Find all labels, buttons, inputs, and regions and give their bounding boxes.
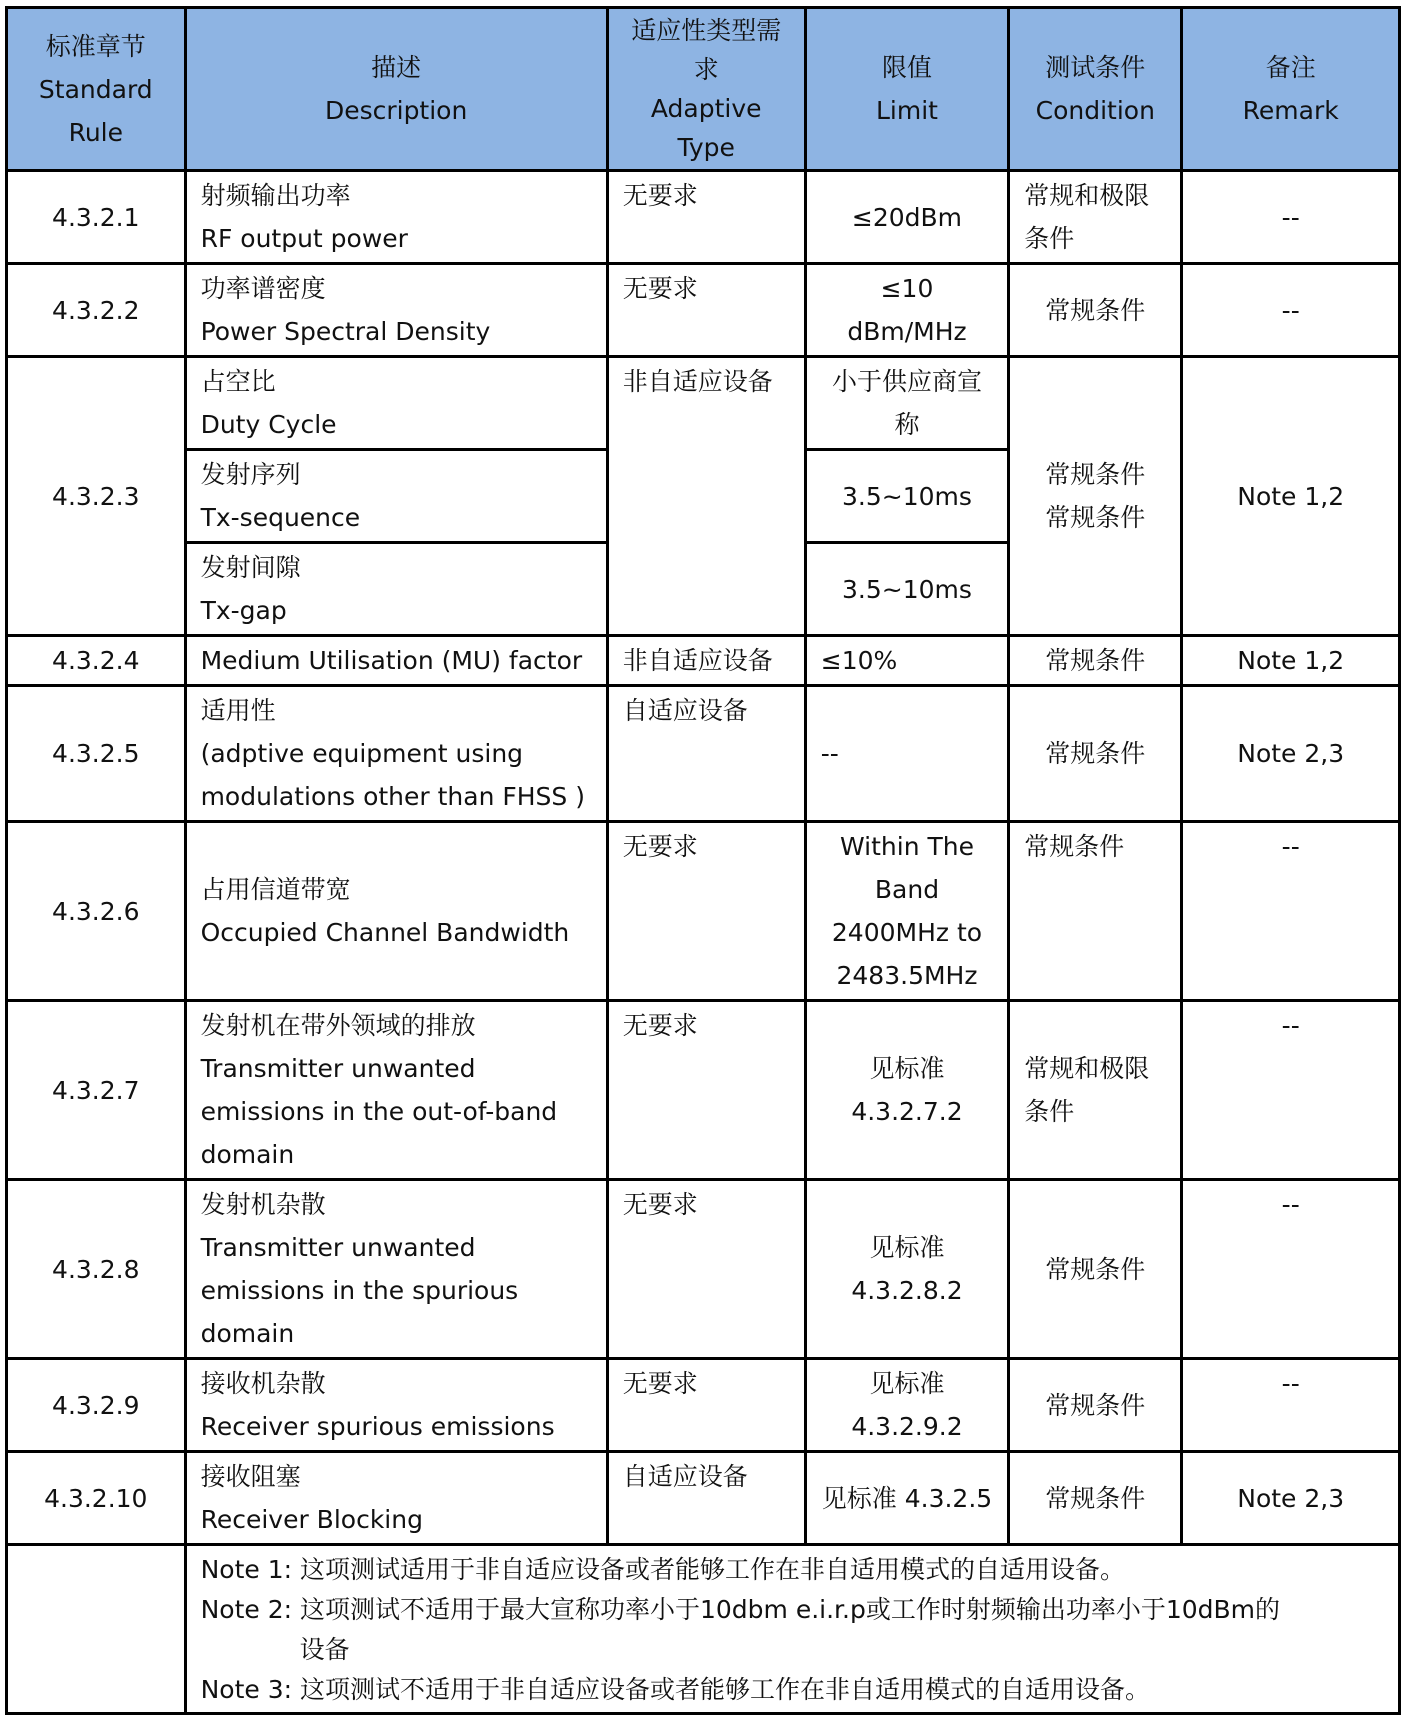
header-standard-rule: 标准章节 Standard Rule [7,8,186,171]
rule-cell: 4.3.2.2 [7,264,186,357]
remark-cell: Note 2,3 [1182,686,1400,822]
adaptive-cell: 无要求 [607,171,805,264]
note-2: Note 2: 这项测试不适用于最大宣称功率小于10dbm e.i.r.p或工作时射频输出功率小于10dBm的 [200,1595,1281,1624]
condition-cell: 常规和极限 条件 [1009,171,1182,264]
limit-cell: 见标准 4.3.2.9.2 [805,1359,1008,1452]
description-cell: 发射机杂散 Transmitter unwanted emissions in the spurious domain [185,1180,607,1359]
notes-row [7,1545,1400,1714]
limit-cell: -- [805,686,1008,822]
limit-cell: 小于供应商宣 称 [805,357,1008,450]
header-condition: 测试条件 Condition [1009,8,1182,171]
condition-cell: 常规条件 [1009,1180,1182,1359]
adaptive-cell: 无要求 [607,1001,805,1180]
note-1: Note 1: 这项测试适用于非自适应设备或者能够工作在非自适用模式的自适用设备。 [200,1555,1125,1584]
description-cell: 占用信道带宽 Occupied Channel Bandwidth [185,822,607,1001]
description-cell: 发射序列 Tx-sequence [185,450,607,543]
limit-cell: ≤20dBm [805,171,1008,264]
table-row [7,686,1400,822]
table-row [7,636,1400,686]
limit-cell: Within The Band 2400MHz to 2483.5MHz [805,822,1008,1001]
rule-cell: 4.3.2.6 [7,822,186,1001]
rule-cell: 4.3.2.3 [7,357,186,636]
condition-cell: 常规条件 [1009,636,1182,686]
remark-cell: -- [1182,171,1400,264]
remark-cell: -- [1182,1180,1400,1359]
condition-cell: 常规条件 [1009,822,1182,1001]
table-row [7,1452,1400,1545]
remark-cell: Note 1,2 [1182,636,1400,686]
description-cell: 发射间隙 Tx-gap [185,543,607,636]
note-2-continuation: 设备 [299,1635,350,1664]
table-row [7,1001,1400,1180]
condition-cell: 常规和极限 条件 [1009,1001,1182,1180]
remark-cell: -- [1182,1001,1400,1180]
condition-cell: 常规条件 [1009,686,1182,822]
condition-cell: 常规条件 [1009,1359,1182,1452]
limit-cell: 见标准 4.3.2.8.2 [805,1180,1008,1359]
adaptive-cell: 自适应设备 [607,1452,805,1545]
adaptive-cell: 无要求 [607,264,805,357]
limit-cell: 见标准 4.3.2.7.2 [805,1001,1008,1180]
description-cell: Medium Utilisation (MU) factor [185,636,607,686]
remark-cell: -- [1182,264,1400,357]
remark-cell: -- [1182,1359,1400,1452]
remark-cell: Note 2,3 [1182,1452,1400,1545]
header-remark: 备注 Remark [1182,8,1400,171]
adaptive-cell: 非自适应设备 [607,636,805,686]
table-row [7,171,1400,264]
limit-cell: 3.5~10ms [805,450,1008,543]
limit-cell: ≤10 dBm/MHz [805,264,1008,357]
adaptive-cell: 无要求 [607,1180,805,1359]
description-cell: 功率谱密度 Power Spectral Density [185,264,607,357]
notes-empty-cell [7,1545,186,1714]
condition-cell: 常规条件 [1009,1452,1182,1545]
rule-cell: 4.3.2.7 [7,1001,186,1180]
table-header [7,8,1400,171]
table-row [7,1359,1400,1452]
condition-cell: 常规条件 常规条件 [1009,357,1182,636]
condition-cell: 常规条件 [1009,264,1182,357]
limit-cell: 见标准 4.3.2.5 [805,1452,1008,1545]
limit-cell: 3.5~10ms [805,543,1008,636]
rule-cell: 4.3.2.9 [7,1359,186,1452]
remark-cell: Note 1,2 [1182,357,1400,636]
table-row [7,822,1400,1001]
rule-cell: 4.3.2.1 [7,171,186,264]
table-row [7,264,1400,357]
table-row [7,357,1400,450]
description-cell: 射频输出功率 RF output power [185,171,607,264]
header-row [7,8,1400,171]
adaptive-cell: 无要求 [607,1359,805,1452]
rule-cell: 4.3.2.4 [7,636,186,686]
table-body [7,171,1400,1714]
note-3: Note 3: 这项测试不适用于非自适应设备或者能够工作在非自适用模式的自适用设备。 [200,1675,1150,1704]
header-limit: 限值 Limit [805,8,1008,171]
test-spec-table [5,6,1401,1715]
adaptive-cell: 非自适应设备 [607,357,805,636]
rule-cell: 4.3.2.10 [7,1452,186,1545]
limit-cell: ≤10% [805,636,1008,686]
remark-cell: -- [1182,822,1400,1001]
table-row [7,1180,1400,1359]
rule-cell: 4.3.2.8 [7,1180,186,1359]
header-adaptive-type: 适应性类型需 求 Adaptive Type [607,8,805,171]
description-cell: 接收机杂散 Receiver spurious emissions [185,1359,607,1452]
adaptive-cell: 自适应设备 [607,686,805,822]
notes-cell [185,1545,1399,1714]
description-cell: 占空比 Duty Cycle [185,357,607,450]
description-cell: 接收阻塞 Receiver Blocking [185,1452,607,1545]
header-description: 描述 Description [185,8,607,171]
description-cell: 适用性 (adptive equipment using modulations other than FHSS ) [185,686,607,822]
description-cell: 发射机在带外领域的排放 Transmitter unwanted emissions in the out-of-band domain [185,1001,607,1180]
adaptive-cell: 无要求 [607,822,805,1001]
rule-cell: 4.3.2.5 [7,686,186,822]
